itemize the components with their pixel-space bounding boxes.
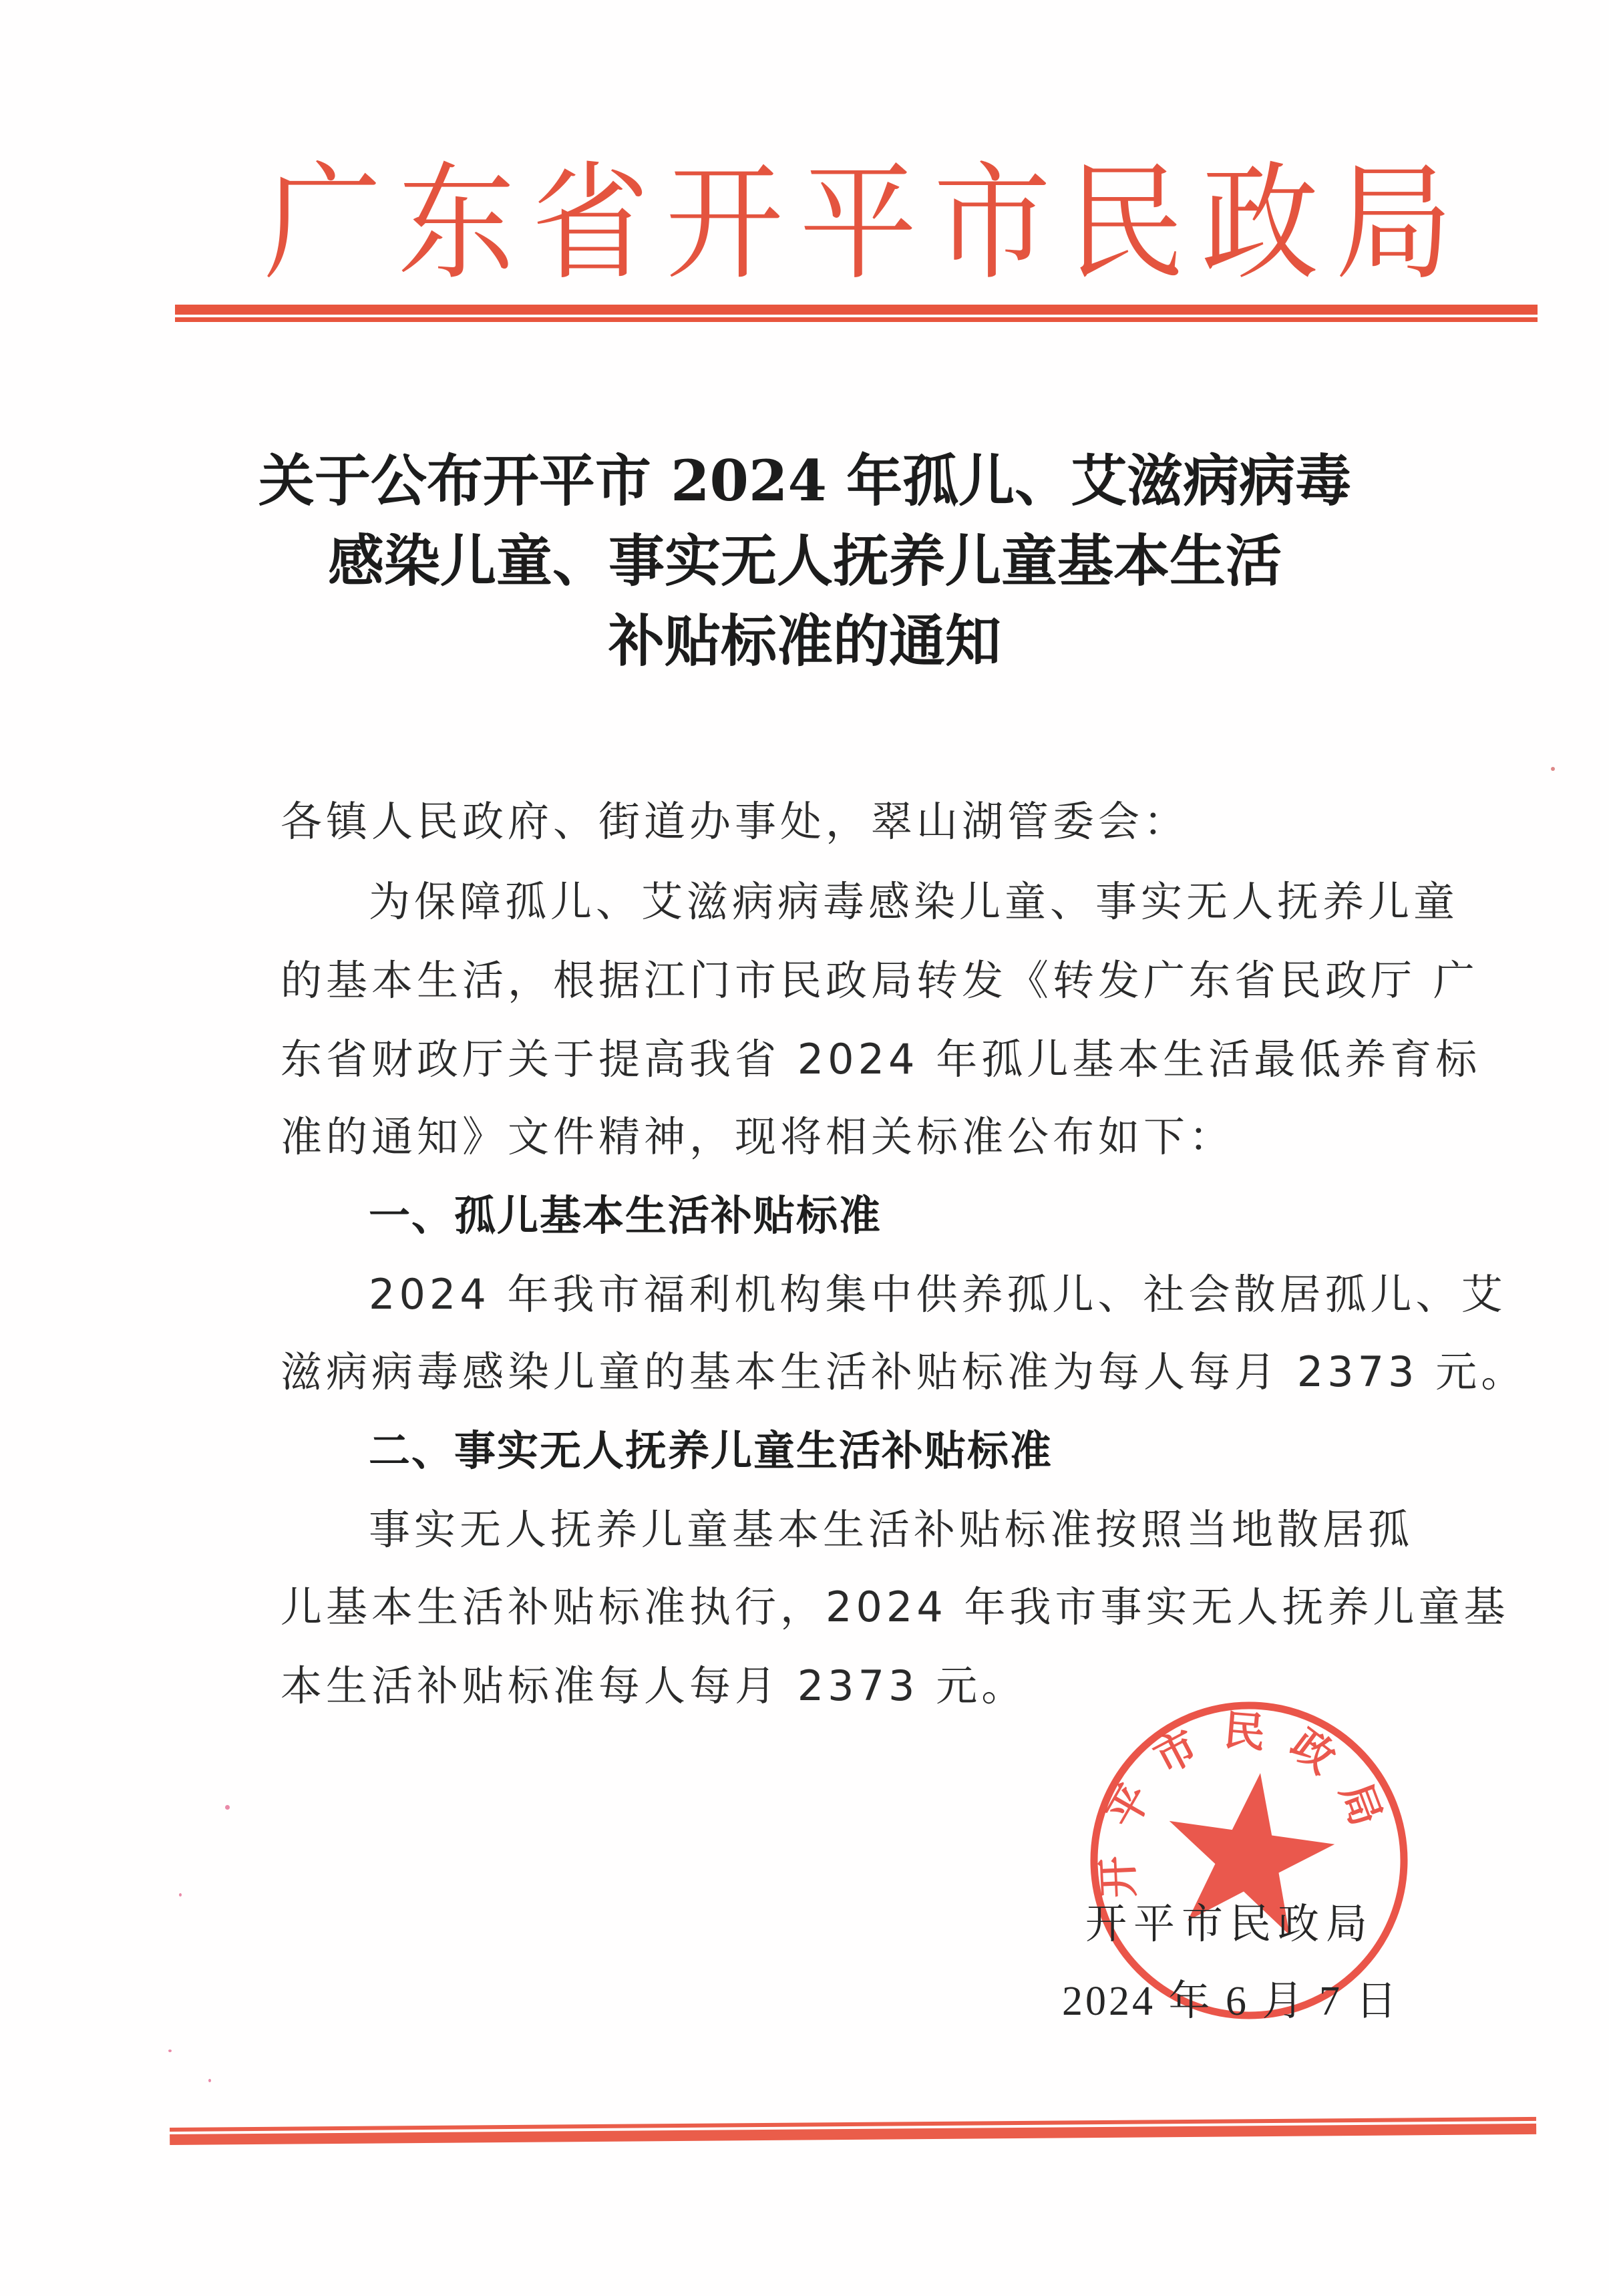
letterhead-char: 平 [799, 149, 917, 298]
letterhead-char: 市 [933, 149, 1051, 298]
signing-organization: 开平市民政局 [1085, 1902, 1375, 1947]
section-heading-unsupported-child: 二、事实无人抚养儿童生活补贴标准 [369, 1426, 1053, 1475]
letterhead-char: 东 [397, 149, 516, 298]
letterhead-char: 局 [1334, 149, 1453, 298]
section-line: 儿基本生活补贴标准执行，2024 年我市事实无人抚养儿童基 [281, 1583, 1509, 1631]
title-line: 感染儿童、事实无人抚养儿童基本生活 [327, 528, 1282, 594]
intro-line: 的基本生活，根据江门市民政局转发《转发广东省民政厅 广 [281, 956, 1479, 1005]
document-title [200, 441, 1409, 681]
scan-speck [1551, 767, 1555, 771]
footer-divider [170, 2116, 1536, 2146]
letterhead-char: 民 [1067, 149, 1185, 298]
scan-speck [208, 2079, 211, 2082]
section-heading-orphan: 一、孤儿基本生活补贴标准 [369, 1191, 882, 1240]
scan-speck [168, 2049, 172, 2052]
section-line: 本生活补贴标准每人每月 2373 元。 [281, 1661, 1027, 1710]
letterhead-char: 政 [1201, 149, 1319, 298]
letterhead-divider [175, 305, 1538, 322]
letterhead-char: 省 [531, 149, 649, 298]
letterhead-char: 广 [264, 149, 382, 298]
title-line: 补贴标准的通知 [608, 608, 1001, 674]
scan-speck [179, 1893, 182, 1897]
signing-date: 2024 年 6 月 7 日 [1062, 1979, 1400, 2024]
svg-text:开平市民政局: 开平市民政局 [1091, 1705, 1399, 1899]
letterhead-char: 开 [665, 149, 783, 298]
divider-thin-line [175, 317, 1538, 322]
intro-line: 东省财政厅关于提高我省 2024 年孤儿基本生活最低养育标 [281, 1035, 1481, 1084]
section-line: 事实无人抚养儿童基本生活补贴标准按照当地散居孤 [369, 1505, 1414, 1554]
intro-line: 为保障孤儿、艾滋病病毒感染儿童、事实无人抚养儿童 [369, 877, 1459, 926]
addressee: 各镇人民政府、街道办事处，翠山湖管委会： [281, 797, 1190, 846]
section-line: 2024 年我市福利机构集中供养孤儿、社会散居孤儿、艾 [369, 1270, 1507, 1319]
title-line: 关于公布开平市 2024 年孤儿、艾滋病病毒 [258, 448, 1352, 514]
scan-speck [225, 1805, 230, 1810]
section-line: 滋病病毒感染儿童的基本生活补贴标准为每人每月 2373 元。 [281, 1347, 1527, 1396]
intro-line: 准的通知》文件精神，现将相关标准公布如下： [281, 1112, 1235, 1161]
letterhead-issuer [264, 149, 1453, 298]
divider-thick-line [175, 305, 1538, 315]
